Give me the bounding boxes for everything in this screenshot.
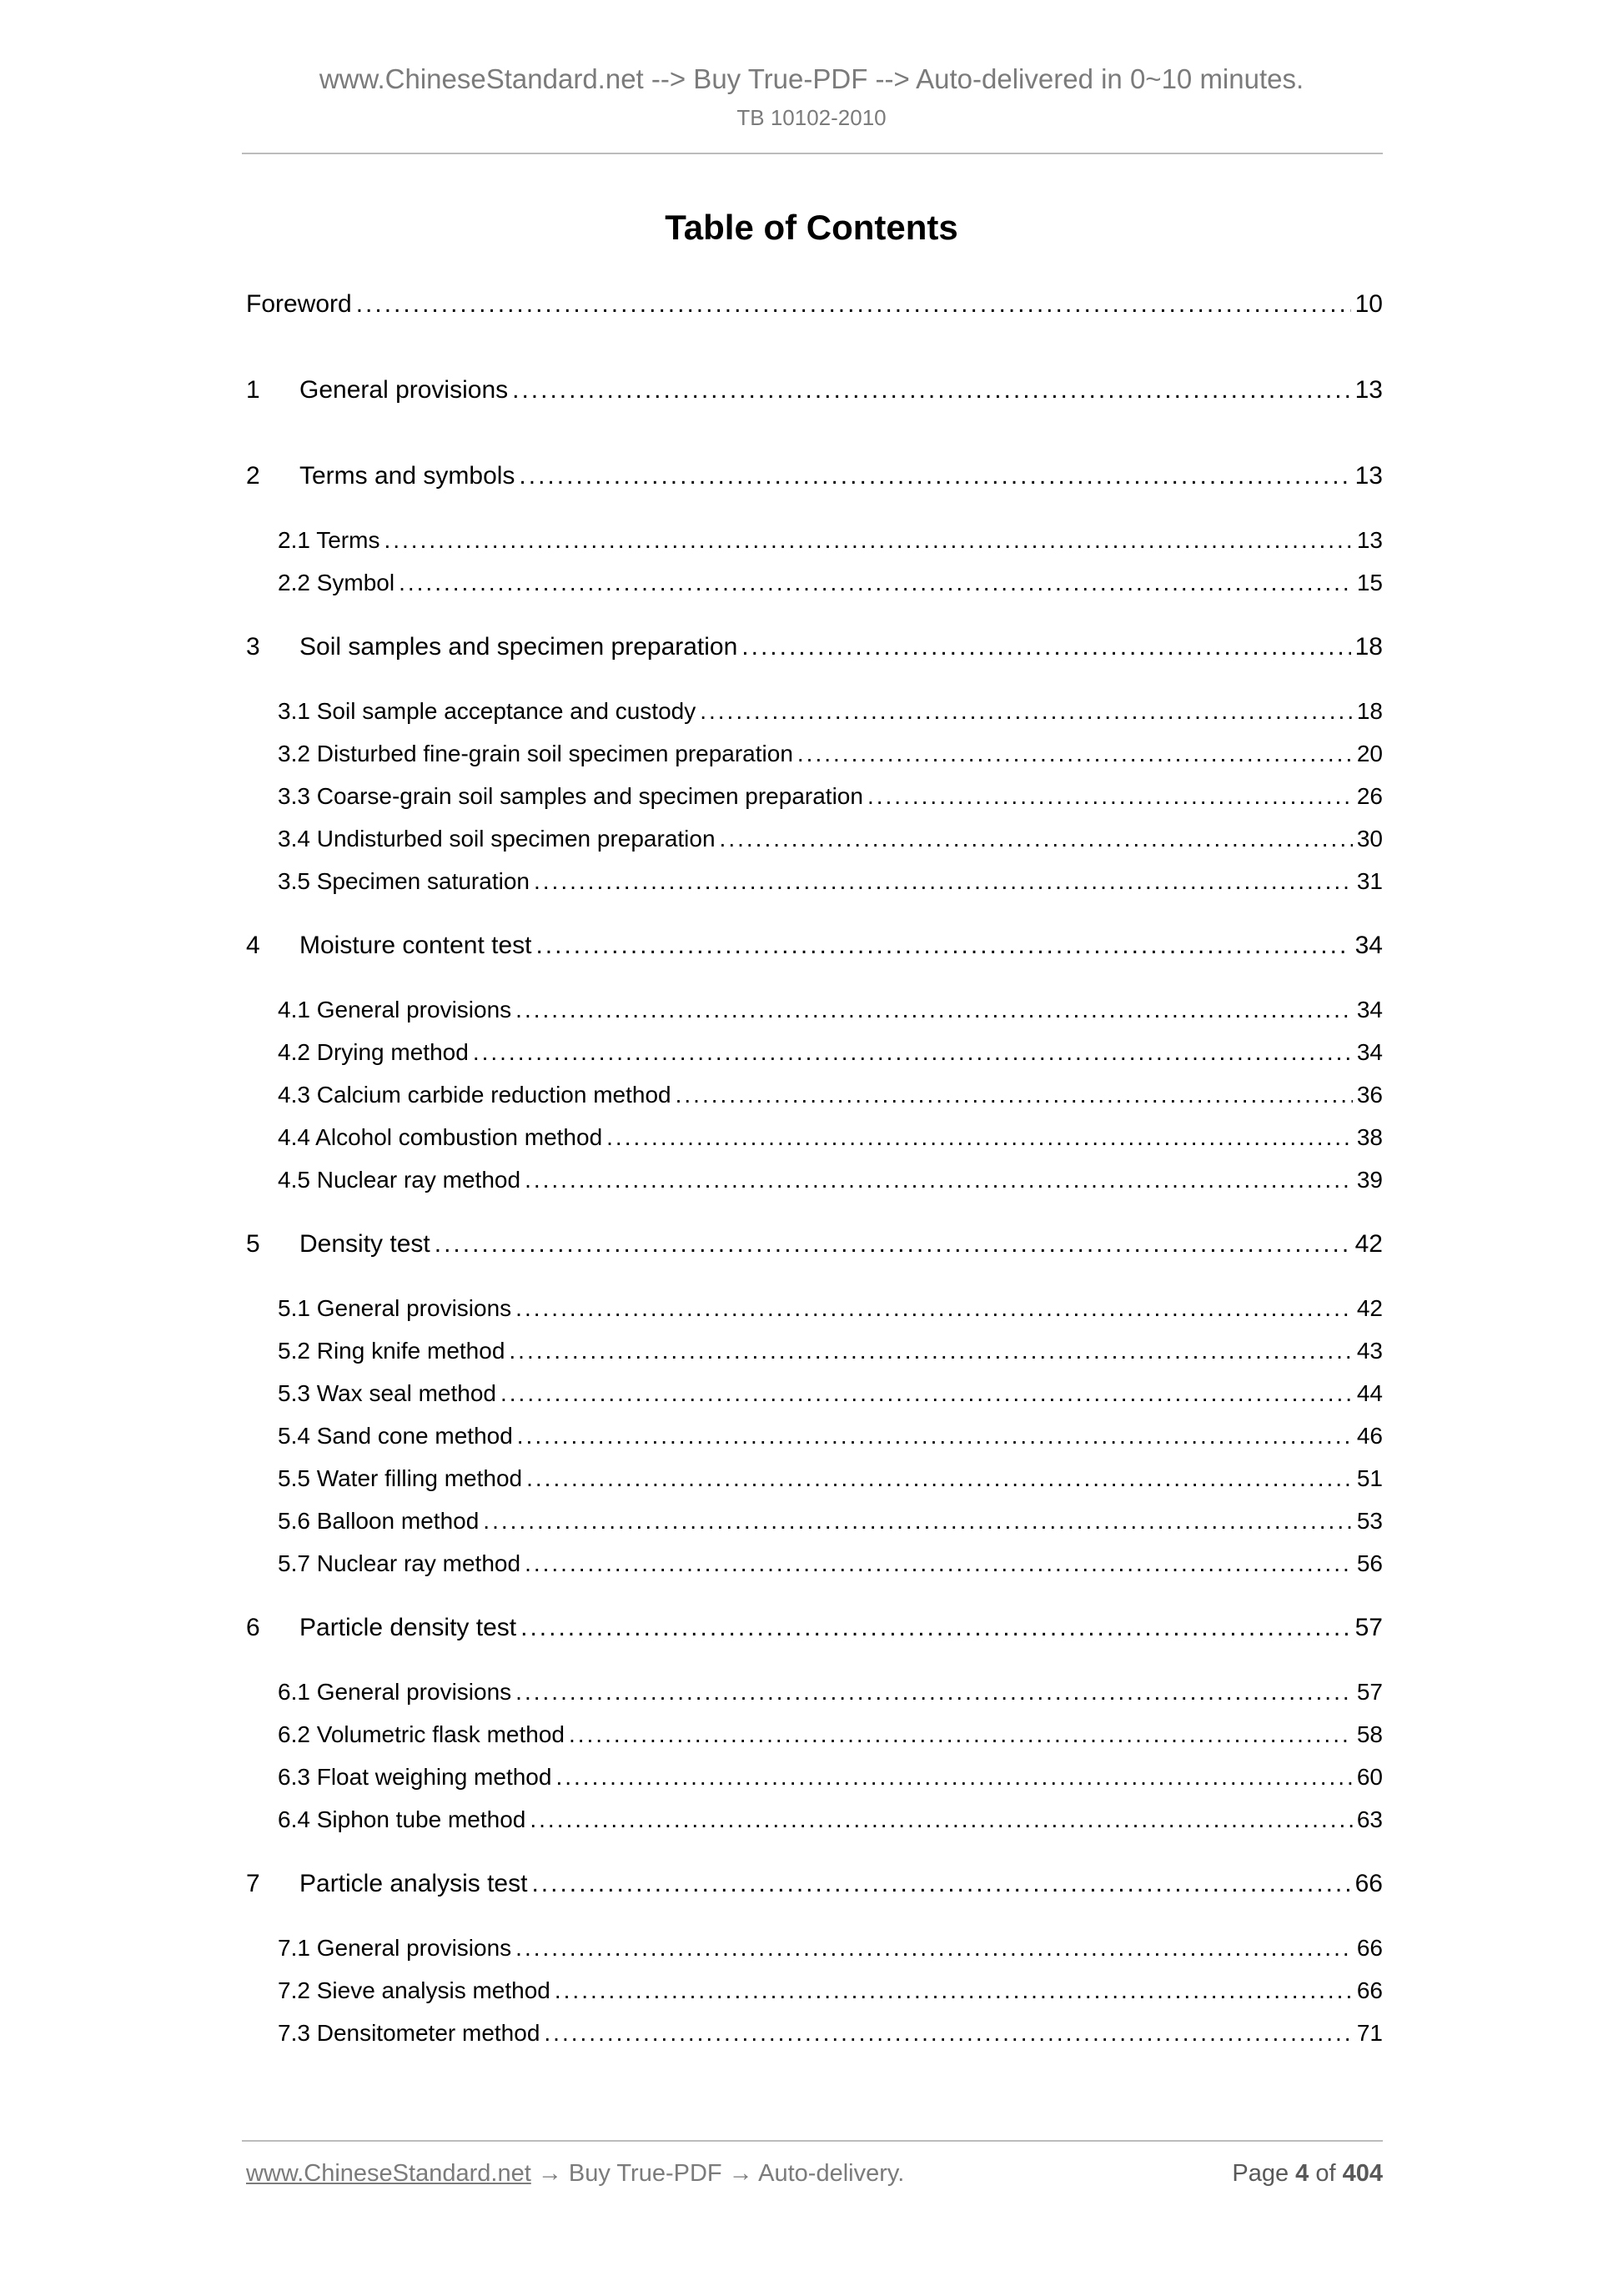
toc-entry-label: 4.3 Calcium carbide reduction method	[278, 1082, 671, 1108]
toc-entry-number: 5.1	[278, 1295, 310, 1321]
toc-entry-label: 1 General provisions	[246, 369, 508, 411]
footer-promo	[246, 2160, 904, 2188]
toc-leader-dots	[435, 1223, 1351, 1265]
toc-entry	[246, 924, 1383, 967]
toc-entry-label: 4.2 Drying method	[278, 1039, 469, 1065]
toc-entry-page: 20	[1356, 741, 1383, 766]
toc-entry-page: 34	[1356, 997, 1383, 1022]
toc-entry	[246, 369, 1383, 411]
toc-entry-label: 2.1 Terms	[278, 527, 380, 553]
toc-leader-dots	[569, 1713, 1353, 1756]
toc-leader-dots	[517, 1414, 1353, 1457]
toc-entry-page: 66	[1354, 1870, 1383, 1897]
toc-entry	[278, 1756, 1383, 1798]
toc-entry-label: 5.6 Balloon method	[278, 1508, 480, 1534]
toc-entry-label: 6 Particle density test	[246, 1606, 516, 1649]
toc-entry	[278, 988, 1383, 1031]
toc-entry-label: 5.7 Nuclear ray method	[278, 1550, 521, 1576]
toc-entry-label: 5 Density test	[246, 1223, 430, 1265]
toc-entry-label: 6.2 Volumetric flask method	[278, 1721, 565, 1747]
toc-entry-number: 2.1	[278, 527, 310, 553]
toc-entry	[278, 1927, 1383, 1969]
footer-delivery-text: Auto-delivery.	[758, 2160, 905, 2187]
toc-entry-page: 53	[1356, 1508, 1383, 1534]
toc-entry-label: 6.1 General provisions	[278, 1679, 512, 1705]
toc-entry	[278, 1329, 1383, 1372]
toc-entry	[278, 561, 1383, 604]
toc-leader-dots	[700, 690, 1353, 732]
toc-entry-page: 57	[1354, 1614, 1383, 1641]
toc-entry-number: 4	[246, 932, 260, 959]
toc-entry-label: 4.1 General provisions	[278, 997, 512, 1022]
toc-entry	[278, 1031, 1383, 1073]
page-header	[0, 0, 1623, 154]
header-divider	[242, 153, 1383, 154]
toc-entry	[278, 1671, 1383, 1713]
toc-leader-dots	[356, 283, 1351, 325]
toc-entry-page: 18	[1356, 698, 1383, 724]
toc-entry-page: 10	[1354, 290, 1383, 318]
toc-entry	[278, 519, 1383, 561]
footer-buy-text: Buy True-PDF	[568, 2160, 722, 2187]
toc-entry-label: 7.1 General provisions	[278, 1935, 512, 1961]
header-doc-code: TB 10102-2010	[736, 105, 887, 130]
toc-entry-label: 4.5 Nuclear ray method	[278, 1167, 521, 1193]
toc-entry-page: 71	[1356, 2020, 1383, 2046]
toc-entry	[278, 817, 1383, 860]
toc-leader-dots	[720, 817, 1353, 860]
toc-entry-number: 7.3	[278, 2020, 310, 2046]
toc-entry-label: 5.1 General provisions	[278, 1295, 512, 1321]
table-of-contents	[246, 261, 1383, 2054]
toc-entry-page: 34	[1354, 932, 1383, 959]
toc-leader-dots	[384, 519, 1352, 561]
toc-entry-page: 13	[1354, 376, 1383, 404]
toc-entry-number: 7.1	[278, 1935, 310, 1961]
toc-leader-dots	[741, 625, 1350, 668]
toc-leader-dots	[515, 1287, 1353, 1329]
toc-leader-dots	[519, 455, 1350, 497]
toc-leader-dots	[530, 1798, 1352, 1841]
toc-entry-number: 6.1	[278, 1679, 310, 1705]
toc-entry	[278, 1713, 1383, 1756]
toc-leader-dots	[797, 732, 1353, 775]
toc-entry	[246, 625, 1383, 668]
toc-entry-page: 56	[1356, 1550, 1383, 1576]
toc-leader-dots	[606, 1116, 1353, 1158]
toc-entry-page: 57	[1356, 1679, 1383, 1705]
toc-entry-page: 42	[1356, 1295, 1383, 1321]
toc-entry-page: 46	[1356, 1423, 1383, 1449]
toc-entry	[246, 1862, 1383, 1905]
toc-entry-number: 7.2	[278, 1977, 310, 2003]
toc-entry	[278, 1073, 1383, 1116]
toc-entry	[278, 1457, 1383, 1500]
toc-entry-page: 39	[1356, 1167, 1383, 1193]
toc-entry-page: 15	[1356, 570, 1383, 595]
toc-entry-label: 3.4 Undisturbed soil specimen preparation	[278, 826, 716, 852]
toc-entry-label: 4 Moisture content test	[246, 924, 531, 967]
toc-entry-number: 5.4	[278, 1423, 310, 1449]
toc-entry-page: 42	[1354, 1230, 1383, 1258]
toc-entry	[278, 775, 1383, 817]
toc-entry-label: 5.3 Wax seal method	[278, 1380, 496, 1406]
toc-entry-label: 7.2 Sieve analysis method	[278, 1977, 550, 2003]
page-title: Table of Contents	[665, 208, 958, 247]
toc-leader-dots	[867, 775, 1353, 817]
toc-entry	[278, 690, 1383, 732]
toc-entry	[278, 1414, 1383, 1457]
toc-leader-dots	[555, 1756, 1352, 1798]
toc-entry-number: 3.4	[278, 826, 310, 852]
toc-entry-label: 4.4 Alcohol combustion method	[278, 1124, 603, 1150]
toc-entry-number: 4.4	[278, 1124, 310, 1150]
toc-entry-number: 6.2	[278, 1721, 310, 1747]
toc-entry	[278, 1500, 1383, 1542]
toc-entry-label: 6.3 Float weighing method	[278, 1764, 552, 1790]
toc-entry-label: 5.5 Water filling method	[278, 1465, 523, 1491]
toc-leader-dots	[544, 2012, 1352, 2054]
toc-entry-page: 34	[1356, 1039, 1383, 1065]
toc-entry-label: 2 Terms and symbols	[246, 455, 515, 497]
toc-leader-dots	[515, 988, 1353, 1031]
toc-entry-page: 60	[1356, 1764, 1383, 1790]
footer-page-indicator	[1232, 2160, 1383, 2188]
header-promo-text: www.ChineseStandard.net --> Buy True-PDF --> Auto-delivered in 0~10 minutes.	[319, 63, 1304, 94]
toc-entry-label: 5.4 Sand cone method	[278, 1423, 513, 1449]
toc-entry-label: 3 Soil samples and specimen preparation	[246, 625, 737, 668]
toc-leader-dots	[520, 1606, 1351, 1649]
toc-entry-label: 5.2 Ring knife method	[278, 1338, 505, 1364]
toc-entry-page: 13	[1354, 462, 1383, 490]
toc-entry-number: 2.2	[278, 570, 310, 595]
toc-entry-number: 7	[246, 1870, 260, 1897]
toc-entry-label: 7 Particle analysis test	[246, 1862, 527, 1905]
toc-entry-page: 58	[1356, 1721, 1383, 1747]
toc-entry-number: 6.3	[278, 1764, 310, 1790]
toc-entry-page: 38	[1356, 1124, 1383, 1150]
toc-entry-page: 30	[1356, 826, 1383, 852]
toc-entry-number: 5.3	[278, 1380, 310, 1406]
toc-entry-number: 5.5	[278, 1465, 310, 1491]
toc-entry	[278, 2012, 1383, 2054]
page-footer	[0, 2140, 1623, 2188]
toc-leader-dots	[676, 1073, 1353, 1116]
toc-entry-number: 3.3	[278, 783, 310, 809]
toc-entry	[278, 1969, 1383, 2012]
toc-leader-dots	[399, 561, 1353, 604]
toc-leader-dots	[500, 1372, 1353, 1414]
toc-leader-dots	[535, 924, 1350, 967]
toc-entry-page: 31	[1356, 868, 1383, 894]
footer-page-current: 4	[1295, 2160, 1309, 2187]
toc-entry-number: 6.4	[278, 1806, 310, 1832]
toc-entry-number: 4.3	[278, 1082, 310, 1108]
footer-page-of: of	[1315, 2160, 1336, 2187]
toc-entry-page: 13	[1356, 527, 1383, 553]
toc-entry-number: 5	[246, 1230, 260, 1258]
toc-leader-dots	[515, 1927, 1353, 1969]
toc-entry-number: 3.5	[278, 868, 310, 894]
toc-entry-number: 1	[246, 376, 260, 404]
toc-leader-dots	[526, 1457, 1353, 1500]
toc-entry	[278, 1158, 1383, 1201]
toc-leader-dots	[509, 1329, 1352, 1372]
toc-entry	[278, 860, 1383, 902]
toc-entry-number: 5.7	[278, 1550, 310, 1576]
footer-site-link[interactable]: www.ChineseStandard.net	[246, 2160, 531, 2187]
toc-entry-number: 6	[246, 1614, 260, 1641]
toc-entry	[246, 283, 1383, 325]
toc-entry-page: 66	[1356, 1935, 1383, 1961]
toc-entry-number: 3.1	[278, 698, 310, 724]
toc-entry-number: 5.2	[278, 1338, 310, 1364]
toc-entry-page: 66	[1356, 1977, 1383, 2003]
toc-entry	[278, 1116, 1383, 1158]
toc-entry-label: 3.5 Specimen saturation	[278, 868, 530, 894]
toc-entry-page: 43	[1356, 1338, 1383, 1364]
toc-entry	[278, 1372, 1383, 1414]
toc-entry-number: 4.1	[278, 997, 310, 1022]
toc-entry	[278, 732, 1383, 775]
arrow-icon: →	[728, 2160, 753, 2187]
toc-entry-number: 4.2	[278, 1039, 310, 1065]
toc-entry-number: 3.2	[278, 741, 310, 766]
toc-entry-page: 51	[1356, 1465, 1383, 1491]
toc-leader-dots	[515, 1671, 1353, 1713]
toc-entry-number: 2	[246, 462, 260, 490]
toc-entry-label: 3.3 Coarse-grain soil samples and specimen preparation	[278, 783, 863, 809]
footer-page-total: 404	[1342, 2160, 1383, 2187]
toc-entry-label: 3.2 Disturbed fine-grain soil specimen preparation	[278, 741, 793, 766]
toc-entry-label: 7.3 Densitometer method	[278, 2020, 540, 2046]
toc-leader-dots	[512, 369, 1351, 411]
toc-leader-dots	[534, 860, 1353, 902]
toc-leader-dots	[483, 1500, 1353, 1542]
footer-divider	[242, 2140, 1383, 2142]
arrow-icon: →	[537, 2160, 562, 2187]
toc-entry-number: 4.5	[278, 1167, 310, 1193]
toc-entry-page: 44	[1356, 1380, 1383, 1406]
toc-leader-dots	[525, 1158, 1353, 1201]
toc-entry	[278, 1287, 1383, 1329]
toc-leader-dots	[473, 1031, 1353, 1073]
toc-leader-dots	[531, 1862, 1350, 1905]
toc-entry	[278, 1542, 1383, 1585]
toc-entry	[246, 1606, 1383, 1649]
toc-leader-dots	[525, 1542, 1353, 1585]
toc-entry-page: 63	[1356, 1806, 1383, 1832]
toc-entry-label: Foreword	[246, 290, 352, 318]
toc-entry-label: 6.4 Siphon tube method	[278, 1806, 526, 1832]
toc-entry-number: 5.6	[278, 1508, 310, 1534]
toc-entry-label: 3.1 Soil sample acceptance and custody	[278, 698, 696, 724]
toc-entry-page: 26	[1356, 783, 1383, 809]
toc-entry	[278, 1798, 1383, 1841]
toc-entry-page: 36	[1356, 1082, 1383, 1108]
toc-entry	[246, 1223, 1383, 1265]
footer-page-label: Page	[1232, 2160, 1289, 2187]
toc-entry-number: 3	[246, 633, 260, 661]
toc-entry-page: 18	[1354, 633, 1383, 661]
toc-leader-dots	[555, 1969, 1353, 2012]
toc-entry	[246, 455, 1383, 497]
toc-entry-label: 2.2 Symbol	[278, 570, 395, 595]
